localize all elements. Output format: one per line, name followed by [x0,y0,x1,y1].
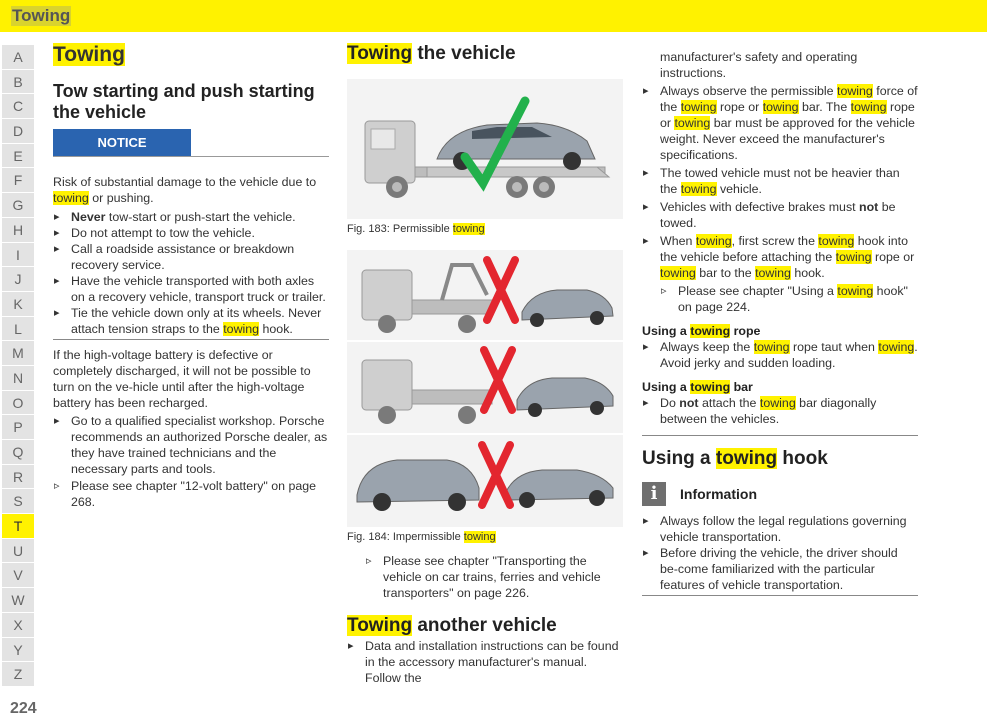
column-2 [347,40,623,686]
index-letter-e[interactable]: E [2,144,34,169]
page-number: 224 [10,700,37,717]
index-letter-n[interactable]: N [2,366,34,391]
index-letter-s[interactable]: S [2,489,34,514]
list-item: ▸ Always observe the permissible towing force of the towing rope or towing bar. The towing rope or towing bar must be approved for the vehicle weight. Never exceed the manufacturer's specifications. [642,83,918,163]
index-letter-m[interactable]: M [2,341,34,366]
index-letter-p[interactable]: P [2,415,34,440]
index-letter-v[interactable]: V [2,563,34,588]
paragraph: manufacturer's safety and operating instructions. [660,50,858,80]
info-icon: i [642,482,666,506]
index-letter-d[interactable]: D [2,119,34,144]
index-letter-g[interactable]: G [2,193,34,218]
index-letter-z[interactable]: Z [2,662,34,687]
list-item: ▸ Vehicles with defective brakes must not be towed. [642,199,918,231]
list-item: ▸ When towing, first screw the towing hook into the vehicle before attaching the towing rope or towing bar to the towing hook. [642,233,918,281]
list-item: ▸ Before driving the vehicle, the driver should be-come familiarized with the particular features of vehicle transportation. [642,545,918,593]
section-title: Towing [53,43,125,66]
divider [642,595,918,596]
index-letter-q[interactable]: Q [2,440,34,465]
list-item: ▸ Never tow-start or push-start the vehicle. [53,209,329,225]
index-letter-i[interactable]: I [2,243,34,268]
figure-caption: Fig. 184: Impermissible towing [347,531,496,543]
list-item: ▸ Go to a qualified specialist workshop. Porsche recommends an authorized Porsche dealer, as they have trained technicians and the necessary parts and tools. [53,413,329,477]
index-letter-x[interactable]: X [2,613,34,638]
index-letter-r[interactable]: R [2,465,34,490]
divider [642,435,918,436]
index-letter-l[interactable]: L [2,317,34,342]
index-letter-j[interactable]: J [2,267,34,292]
index-letter-a[interactable]: A [2,45,34,70]
list-item: ▸ The towed vehicle must not be heavier than the towing vehicle. [642,165,918,197]
index-letter-k[interactable]: K [2,292,34,317]
index-letter-o[interactable]: O [2,391,34,416]
figure-permissible-towing [347,79,623,219]
chapter-link[interactable]: ▹ Please see chapter "Transporting the vehicle on car trains, ferries and vehicle transporters" on page 226. [365,553,623,601]
information-box [642,481,918,507]
notice-divider [53,156,329,157]
figure-caption: Fig. 183: Permissible towing [347,223,485,235]
index-letter-b[interactable]: B [2,70,34,95]
subheading-towing-bar: Using a towing bar [642,380,753,394]
list-item: ▸ Have the vehicle transported with both axles on a recovery vehicle, transport truck or trailer. [53,273,329,305]
index-letter-f[interactable]: F [2,168,34,193]
section-title: Towing another vehicle [347,615,557,636]
alphabet-index [2,45,34,687]
list-item: ▸ Tie the vehicle down only at its wheels. Never attach tension straps to the towing hook. [53,305,329,337]
section-title: Towing the vehicle [347,43,516,64]
index-letter-t[interactable]: T [2,514,34,539]
chapter-link[interactable]: ▹ Please see chapter "Using a towing hook" on page 224. [660,283,918,315]
header-bar [0,0,987,32]
index-letter-y[interactable]: Y [2,638,34,663]
notice-badge: NOTICE [53,129,191,156]
paragraph: If the high-voltage battery is defective or completely discharged, it will not be possible to turn on the ve-hicle until after the high-voltage battery has been recharged. [53,348,311,410]
index-letter-c[interactable]: C [2,94,34,119]
section-title: Using a towing hook [642,448,828,469]
list-item: ▸ Do not attach the towing bar diagonally between the vehicles. [642,395,918,427]
column-1 [53,40,329,510]
list-item: ▸ Data and installation instructions can be found in the accessory manufacturer's manual. Follow the [347,638,623,686]
divider [53,339,329,340]
index-letter-h[interactable]: H [2,218,34,243]
subsection-title: Tow starting and push starting the vehicle [53,81,315,122]
column-3 [642,40,918,596]
list-item: ▸ Do not attempt to tow the vehicle. [53,225,329,241]
index-letter-w[interactable]: W [2,588,34,613]
list-item: ▸ Call a roadside assistance or breakdown recovery service. [53,241,329,273]
header-title: Towing [12,6,71,25]
list-item: ▸ Always follow the legal regulations governing vehicle transportation. [642,513,918,545]
chapter-link[interactable]: ▹ Please see chapter "12-volt battery" on page 268. [53,478,329,510]
flatbed-truck-illustration [347,79,623,219]
list-item: ▸ Always keep the towing rope taut when towing. Avoid jerky and sudden loading. [642,339,918,371]
impermissible-towing-illustration [347,250,623,527]
information-label: Information [680,486,757,502]
risk-text: Risk of substantial damage to the vehicle due to towing or pushing. [53,175,317,205]
figure-impermissible-towing [347,250,623,527]
subheading-towing-rope: Using a towing rope [642,324,761,338]
index-letter-u[interactable]: U [2,539,34,564]
